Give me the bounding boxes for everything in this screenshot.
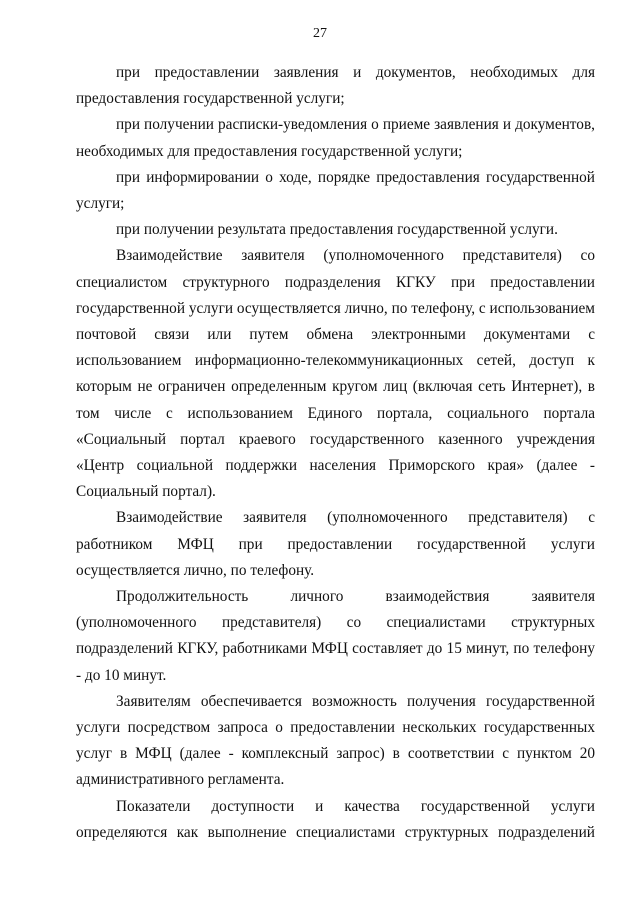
paragraph-accessibility: Показатели доступности и качества государственной услуги определяются как выполнение специалистами структурных подразделений (76, 797, 595, 841)
paragraph-complex-request: Заявителям обеспечивается возможность получения государственной услуги посредством запроса о предоставлении нескольких государственных услуг в МФЦ (далее - комплексный запрос) в соответствии с пунктом 20 административного регламента. (76, 692, 595, 789)
paragraph-result: при получении результата предоставления государственной услуги. (116, 221, 558, 239)
paragraph-informing: при информировании о ходе, порядке предоставления государственной услуги; (76, 168, 595, 213)
paragraph-duration: Продолжительность личного взаимодействия заявителя (уполномоченного представителя) со специалистами структурных подразделений КГКУ, работниками МФЦ составляет до 15 минут, по телефону - до 10 минут. (76, 588, 595, 684)
paragraph-submission: при предоставлении заявления и документов, необходимых для предоставления государственной услуги; (76, 64, 595, 108)
document-body (76, 60, 595, 846)
paragraph-interaction-mfc: Взаимодействие заявителя (уполномоченного представителя) с работником МФЦ при предоставлении государственной услуги осуществляется лично, по телефону. (76, 509, 595, 579)
paragraph-interaction-kgku: Взаимодействие заявителя (уполномоченного представителя) со специалистом структурного подразделения КГКУ при предоставлении государственной услуги осуществляется лично, по телефону, с использованием почтовой связи или путем обмена электронными документами с использованием информационно-телекоммуникационных сетей, доступ к которым не ограничен определенным кругом лиц (включая сеть Интернет), в том числе с использованием Единого портала, социального портала «Социальный портал краевого государственного казенного учреждения «Центр социальной поддержки населения Приморского края» (далее - Социальный портал). (76, 247, 595, 501)
paragraph-receipt-notice: при получении расписки-уведомления о приеме заявления и документов, необходимых для предоставления государственной услуги; (76, 116, 595, 160)
page-number: 27 (313, 26, 327, 41)
